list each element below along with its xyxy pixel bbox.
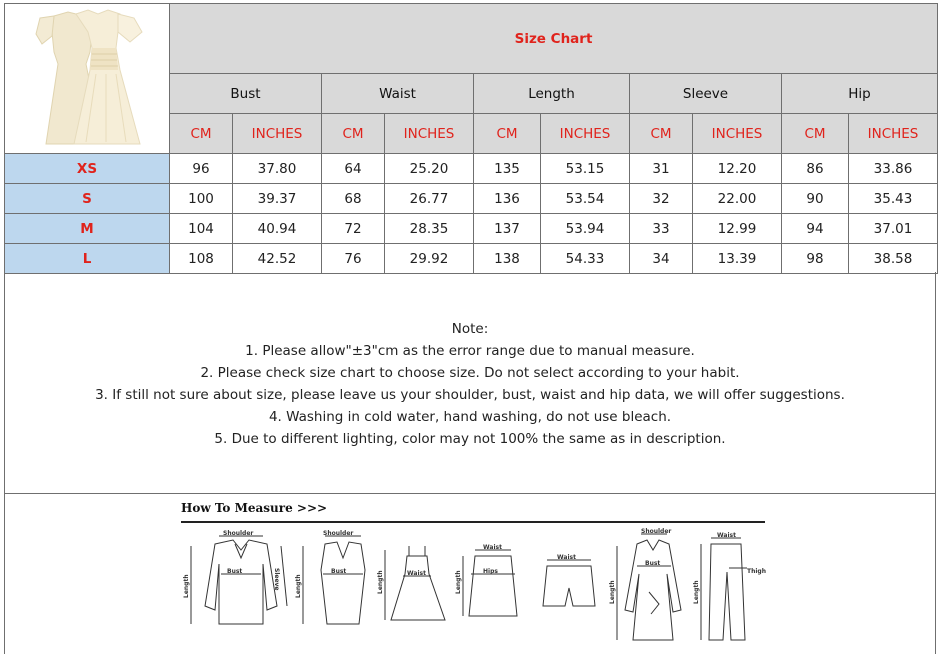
sleeve-label: Sleeve [273, 568, 280, 591]
table-cell: 33 [630, 214, 693, 244]
unit-cm: CM [630, 114, 693, 154]
unit-cm: CM [782, 114, 849, 154]
length-label: Length [693, 580, 700, 604]
length-label: Length [609, 580, 616, 604]
table-cell: 35.43 [849, 184, 938, 214]
how-to-measure-section [4, 493, 936, 654]
size-label: L [5, 244, 170, 274]
thigh-label: Thigh [747, 568, 766, 575]
note-line: 2. Please check size chart to choose size. Do not select according to your habit. [200, 365, 740, 381]
shorts-diagram-icon [543, 554, 595, 606]
size-label: XS [5, 154, 170, 184]
table-cell: 90 [782, 184, 849, 214]
table-cell: 28.35 [385, 214, 474, 244]
how-to-measure-title: How To Measure >>> [181, 501, 328, 515]
table-cell: 94 [782, 214, 849, 244]
note-line: 5. Due to different lighting, color may not 100% the same as in description. [214, 431, 726, 447]
table-cell: 34 [630, 244, 693, 274]
table-cell: 136 [474, 184, 541, 214]
table-cell: 68 [322, 184, 385, 214]
table-cell: 26.77 [385, 184, 474, 214]
coat-diagram-icon [609, 528, 681, 640]
table-cell: 37.80 [233, 154, 322, 184]
table-cell: 137 [474, 214, 541, 244]
table-cell: 135 [474, 154, 541, 184]
table-cell: 98 [782, 244, 849, 274]
size-label: S [5, 184, 170, 214]
length-label: Length [183, 574, 190, 598]
table-cell: 38.58 [849, 244, 938, 274]
pants-diagram-icon [693, 532, 766, 640]
table-cell: 76 [322, 244, 385, 274]
table-cell: 33.86 [849, 154, 938, 184]
shoulder-label: Shoulder [323, 530, 354, 537]
table-cell: 53.15 [541, 154, 630, 184]
blouse-diagram-icon [183, 530, 287, 624]
length-label: Length [295, 574, 302, 598]
table-cell: 104 [170, 214, 233, 244]
table-cell: 32 [630, 184, 693, 214]
unit-inches: INCHES [385, 114, 474, 154]
shoulder-label: Shoulder [223, 530, 254, 537]
table-cell: 108 [170, 244, 233, 274]
waist-label: Waist [483, 544, 502, 551]
table-cell: 29.92 [385, 244, 474, 274]
unit-inches: INCHES [233, 114, 322, 154]
waist-label: Waist [717, 532, 736, 539]
table-cell: 25.20 [385, 154, 474, 184]
header-hip: Hip [782, 74, 938, 114]
length-label: Length [455, 570, 462, 594]
unit-inches: INCHES [693, 114, 782, 154]
skirt-diagram-icon [455, 544, 517, 616]
measure-diagram [5, 494, 935, 654]
header-waist: Waist [322, 74, 474, 114]
table-cell: 37.01 [849, 214, 938, 244]
header-sleeve: Sleeve [630, 74, 782, 114]
header-length: Length [474, 74, 630, 114]
table-row [5, 154, 938, 184]
table-cell: 40.94 [233, 214, 322, 244]
table-cell: 86 [782, 154, 849, 184]
hips-label: Hips [483, 568, 498, 575]
table-cell: 54.33 [541, 244, 630, 274]
note-line: 1. Please allow"±3"cm as the error range due to manual measure. [245, 343, 695, 359]
table-cell: 12.99 [693, 214, 782, 244]
bust-label: Bust [227, 568, 243, 575]
table-cell: 53.54 [541, 184, 630, 214]
bust-label: Bust [331, 568, 347, 575]
waist-label: Waist [557, 554, 576, 561]
table-row [5, 244, 938, 274]
product-image [5, 4, 170, 154]
size-chart-title: Size Chart [170, 4, 938, 74]
table-cell: 138 [474, 244, 541, 274]
bust-label: Bust [645, 560, 661, 567]
length-label: Length [377, 570, 384, 594]
table-row [5, 214, 938, 244]
unit-cm: CM [322, 114, 385, 154]
table-cell: 53.94 [541, 214, 630, 244]
note-section [4, 272, 936, 494]
table-cell: 39.37 [233, 184, 322, 214]
waist-label: Waist [407, 570, 426, 577]
vest-diagram-icon [295, 530, 365, 624]
unit-inches: INCHES [849, 114, 938, 154]
table-row [5, 184, 938, 214]
table-cell: 13.39 [693, 244, 782, 274]
shoulder-label: Shoulder [641, 528, 672, 535]
slip-dress-diagram-icon [377, 546, 445, 620]
note-heading: Note: [451, 321, 489, 337]
dress-image-icon [6, 4, 169, 149]
table-cell: 72 [322, 214, 385, 244]
header-bust: Bust [170, 74, 322, 114]
note-line: 3. If still not sure about size, please leave us your shoulder, bust, waist and hip data, we will offer suggestions. [95, 387, 845, 403]
table-cell: 100 [170, 184, 233, 214]
note-line: 4. Washing in cold water, hand washing, do not use bleach. [268, 409, 672, 425]
unit-cm: CM [170, 114, 233, 154]
table-cell: 64 [322, 154, 385, 184]
size-label: M [5, 214, 170, 244]
table-cell: 12.20 [693, 154, 782, 184]
unit-inches: INCHES [541, 114, 630, 154]
table-cell: 42.52 [233, 244, 322, 274]
size-chart-table [4, 3, 938, 274]
table-cell: 96 [170, 154, 233, 184]
unit-cm: CM [474, 114, 541, 154]
note-text [5, 318, 935, 450]
table-cell: 22.00 [693, 184, 782, 214]
table-cell: 31 [630, 154, 693, 184]
